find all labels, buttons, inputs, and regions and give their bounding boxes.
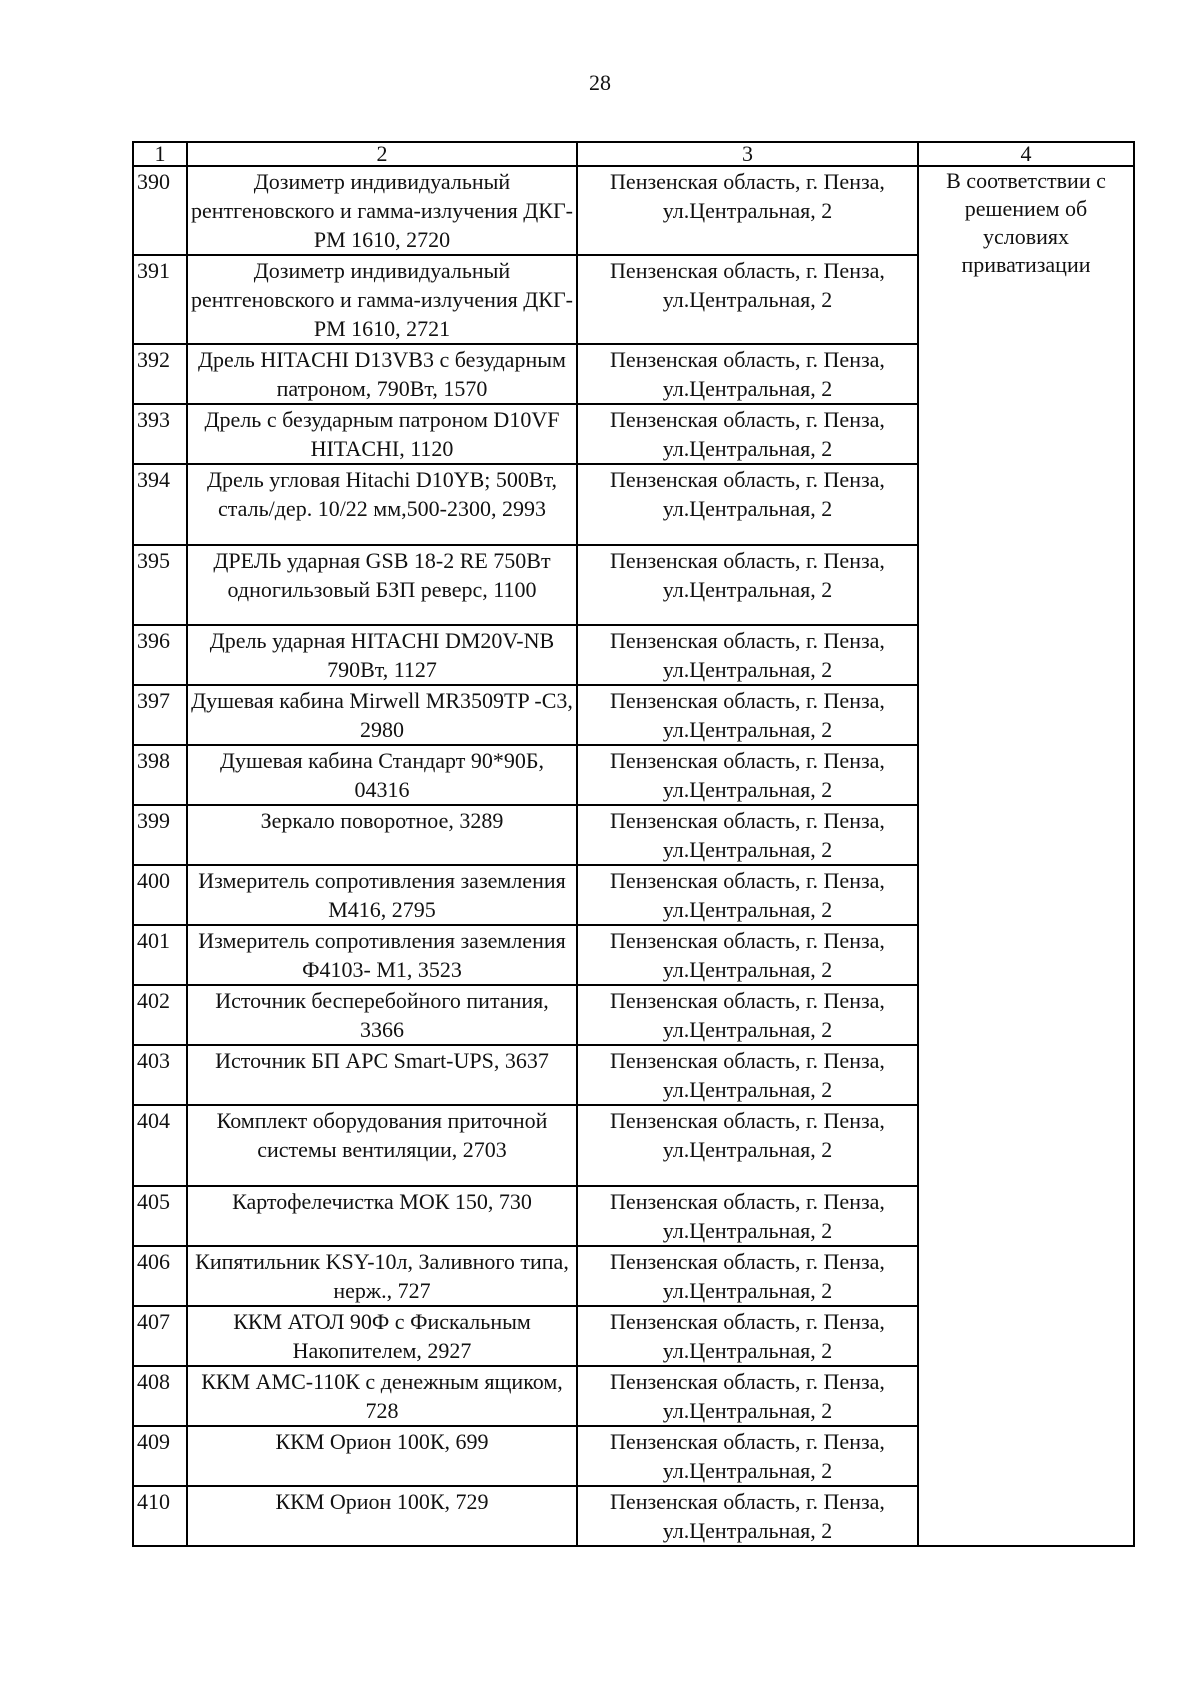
item-address: Пензенская область, г. Пенза, ул.Центральная, 2 [577, 985, 918, 1045]
row-number: 390 [133, 166, 187, 255]
row-number: 395 [133, 545, 187, 625]
item-name: Душевая кабина Mirwell MR3509TP -C3, 2980 [187, 685, 577, 745]
row-number: 402 [133, 985, 187, 1045]
row-number: 409 [133, 1426, 187, 1486]
row-number: 399 [133, 805, 187, 865]
item-address: Пензенская область, г. Пенза, ул.Центральная, 2 [577, 745, 918, 805]
item-address: Пензенская область, г. Пенза, ул.Центральная, 2 [577, 1306, 918, 1366]
column-header-4: 4 [918, 142, 1134, 166]
item-name: Дрель с безударным патроном D10VF HITACHI, 1120 [187, 404, 577, 464]
item-name: Источник БП APC Smart-UPS, 3637 [187, 1045, 577, 1105]
item-name: Дрель ударная HITACHI DM20V-NB 790Вт, 1127 [187, 625, 577, 685]
row-number: 400 [133, 865, 187, 925]
row-number: 404 [133, 1105, 187, 1186]
item-address: Пензенская область, г. Пенза, ул.Центральная, 2 [577, 344, 918, 404]
item-address: Пензенская область, г. Пенза, ул.Центральная, 2 [577, 404, 918, 464]
item-address: Пензенская область, г. Пенза, ул.Центральная, 2 [577, 865, 918, 925]
row-number: 392 [133, 344, 187, 404]
row-number: 393 [133, 404, 187, 464]
item-name: ККМ Орион 100К, 729 [187, 1486, 577, 1546]
item-address: Пензенская область, г. Пенза, ул.Центральная, 2 [577, 1426, 918, 1486]
row-number: 396 [133, 625, 187, 685]
privatization-note: В соответствии с решением об условиях приватизации [918, 166, 1134, 1546]
row-number: 408 [133, 1366, 187, 1426]
item-address: Пензенская область, г. Пенза, ул.Центральная, 2 [577, 925, 918, 985]
item-address: Пензенская область, г. Пенза, ул.Центральная, 2 [577, 805, 918, 865]
column-header-row [133, 142, 1134, 166]
row-number: 394 [133, 464, 187, 545]
column-header-1: 1 [133, 142, 187, 166]
item-address: Пензенская область, г. Пенза, ул.Центральная, 2 [577, 685, 918, 745]
item-name: Дрель угловая Hitachi D10YB; 500Вт, сталь/дер. 10/22 мм,500-2300, 2993 [187, 464, 577, 545]
table-row [133, 166, 1134, 255]
row-number: 406 [133, 1246, 187, 1306]
row-number: 398 [133, 745, 187, 805]
item-name: Измеритель сопротивления заземления Ф4103- М1, 3523 [187, 925, 577, 985]
item-address: Пензенская область, г. Пенза, ул.Центральная, 2 [577, 1486, 918, 1546]
item-name: Дозиметр индивидуальный рентгеновского и гамма-излучения ДКГ-РМ 1610, 2720 [187, 166, 577, 255]
item-address: Пензенская область, г. Пенза, ул.Центральная, 2 [577, 166, 918, 255]
item-address: Пензенская область, г. Пенза, ул.Центральная, 2 [577, 625, 918, 685]
item-name: Комплект оборудования приточной системы вентиляции, 2703 [187, 1105, 577, 1186]
item-name: Зеркало поворотное, 3289 [187, 805, 577, 865]
item-name: Душевая кабина Стандарт 90*90Б, 04316 [187, 745, 577, 805]
item-address: Пензенская область, г. Пенза, ул.Центральная, 2 [577, 1366, 918, 1426]
item-name: Кипятильник KSY-10л, Заливного типа, нерж., 727 [187, 1246, 577, 1306]
item-name: Дозиметр индивидуальный рентгеновского и гамма-излучения ДКГ-РМ 1610, 2721 [187, 255, 577, 344]
item-name: ККМ Орион 100К, 699 [187, 1426, 577, 1486]
item-name: Измеритель сопротивления заземления М416, 2795 [187, 865, 577, 925]
row-number: 407 [133, 1306, 187, 1366]
row-number: 405 [133, 1186, 187, 1246]
column-header-2: 2 [187, 142, 577, 166]
row-number: 403 [133, 1045, 187, 1105]
item-name: Картофелечистка МОК 150, 730 [187, 1186, 577, 1246]
item-name: ККМ АТОЛ 90Ф с Фискальным Накопителем, 2927 [187, 1306, 577, 1366]
property-table [132, 141, 1135, 1547]
item-name: Дрель HITACHI D13VB3 с безударным патроном, 790Вт, 1570 [187, 344, 577, 404]
item-name: ДРЕЛЬ ударная GSB 18-2 RE 750Вт одногильзовый БЗП реверс, 1100 [187, 545, 577, 625]
item-address: Пензенская область, г. Пенза, ул.Центральная, 2 [577, 1246, 918, 1306]
page-number: 28 [589, 70, 611, 95]
item-address: Пензенская область, г. Пенза, ул.Центральная, 2 [577, 464, 918, 545]
item-address: Пензенская область, г. Пенза, ул.Центральная, 2 [577, 255, 918, 344]
row-number: 391 [133, 255, 187, 344]
item-address: Пензенская область, г. Пенза, ул.Центральная, 2 [577, 1045, 918, 1105]
table-body [133, 142, 1134, 1546]
item-address: Пензенская область, г. Пенза, ул.Центральная, 2 [577, 1186, 918, 1246]
item-name: Источник бесперебойного питания, 3366 [187, 985, 577, 1045]
row-number: 401 [133, 925, 187, 985]
row-number: 410 [133, 1486, 187, 1546]
row-number: 397 [133, 685, 187, 745]
item-address: Пензенская область, г. Пенза, ул.Центральная, 2 [577, 1105, 918, 1186]
item-name: ККМ АМС-110К с денежным ящиком, 728 [187, 1366, 577, 1426]
item-address: Пензенская область, г. Пенза, ул.Центральная, 2 [577, 545, 918, 625]
column-header-3: 3 [577, 142, 918, 166]
